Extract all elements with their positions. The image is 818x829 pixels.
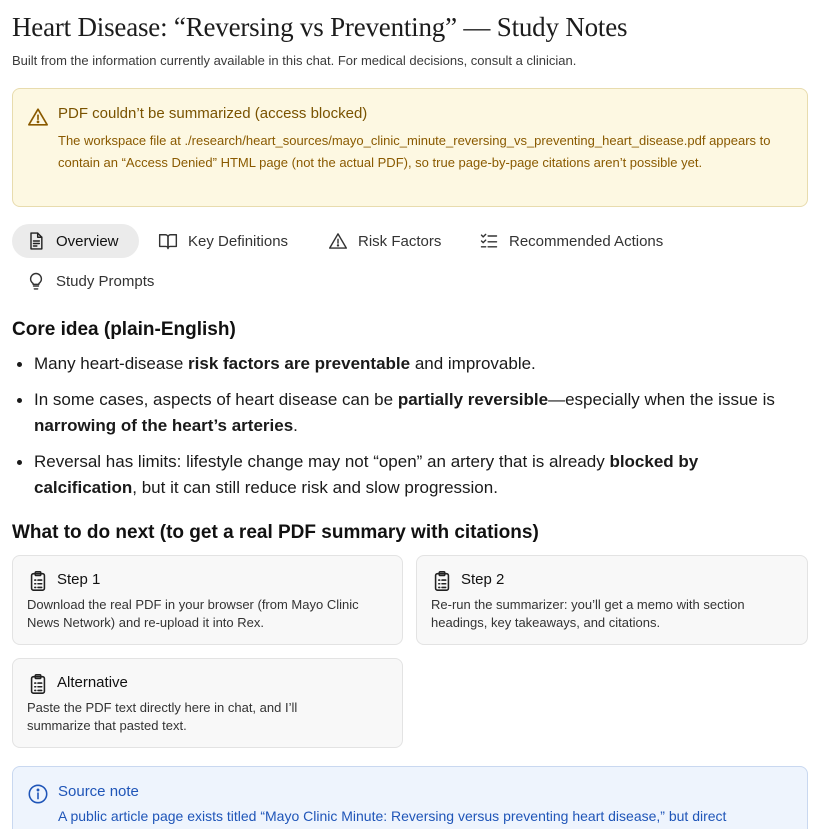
list-item: Many heart-disease risk factors are preventable and improvable. [12,351,792,377]
list-item: Reversal has limits: lifestyle change may not “open” an artery that is already blocked by calcification, but it can still reduce risk and slow progression. [12,449,792,501]
tab-label: Overview [56,232,119,250]
checklist-icon [479,231,499,251]
tab-label: Study Prompts [56,272,155,290]
info-icon [27,783,49,805]
card-title: Step 2 [461,571,505,588]
source-note-title: Source note [58,783,139,800]
card-title: Alternative [57,674,128,691]
tab-study-prompts[interactable] [26,264,154,298]
core-idea-heading: Core idea (plain-English) [12,319,236,340]
clipboard-list-icon [431,570,453,592]
tab-recommended-actions[interactable] [479,224,663,258]
tab-risk-factors[interactable] [328,224,441,258]
tab-label: Key Definitions [188,232,289,250]
core-idea-list [12,351,792,511]
tab-label: Recommended Actions [509,232,664,250]
page-subtitle: Built from the information currently available in this chat. For medical decisions, consult a clinician. [12,53,577,68]
book-open-icon [158,231,178,251]
source-note-body: A public article page exists titled “Mayo Clinic Minute: Reversing versus preventing heart disease,” but direct [58,808,727,824]
tab-overview[interactable] [12,224,139,258]
card-body: Re-run the summarizer: you’ll get a memo with section headings, key takeaways, and citations. [431,597,745,630]
access-blocked-warning [12,88,808,207]
alternative-card [12,658,403,748]
card-title: Step 1 [57,571,101,588]
warning-body: The workspace file at ./research/heart_sources/mayo_clinic_minute_reversing_vs_preventing_heart_disease.pdf appears to contain an “Access Denied” HTML page (not the actual PDF), so true page-by-page citations aren’t possible yet. [58,133,771,170]
warning-title: PDF couldn’t be summarized (access blocked) [58,105,368,122]
source-note [12,766,808,829]
clipboard-list-icon [27,570,49,592]
card-body: Download the real PDF in your browser (from Mayo Clinic News Network) and re-upload it into Rex. [27,597,359,630]
tab-label: Risk Factors [358,232,442,250]
lightbulb-icon [26,271,46,291]
page-title: Heart Disease: “Reversing vs Preventing” — Study Notes [12,12,628,42]
list-item: In some cases, aspects of heart disease can be partially reversible—especially when the issue is narrowing of the heart’s arteries. [12,387,792,439]
step-1-card [12,555,403,645]
card-body: Paste the PDF text directly here in chat, and I’ll summarize that pasted text. [27,700,298,733]
document-icon [26,231,46,251]
next-steps-heading: What to do next (to get a real PDF summary with citations) [12,522,539,543]
step-2-card [416,555,808,645]
alert-triangle-icon [328,231,348,251]
tab-key-definitions[interactable] [158,224,288,258]
clipboard-list-icon [27,673,49,695]
alert-triangle-icon [27,106,49,128]
